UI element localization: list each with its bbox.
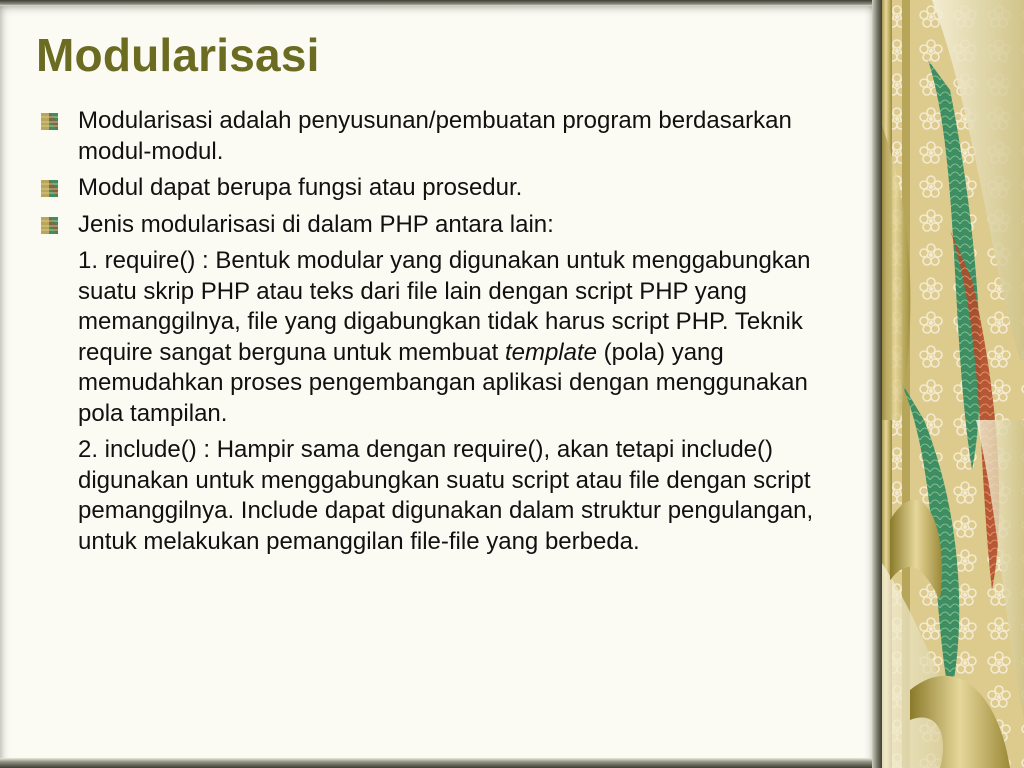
bullet-text: Modul dapat berupa fungsi atau prosedur. [78,174,523,201]
panel-bottom-shadow [0,758,880,768]
bullet-text: Jenis modularisasi di dalam PHP antara lain: [78,210,554,238]
floral-leaf-pattern-icon [880,0,1024,768]
pattern-square-bullet-icon [41,113,58,130]
decorative-floral-panel [880,0,1024,768]
sub-item-text: (pola) yang memudahkan proses pengembangan aplikasi dengan menggunakan pola tampilan. [78,338,808,427]
italic-term: template [504,338,597,366]
bullet-item [38,106,848,167]
bullet-item [38,173,848,204]
slide-title: Modularisasi [36,29,320,81]
sub-item-text: 1. require() : Bentuk modular yang digunakan untuk menggabungkan suatu skrip PHP atau teks dari file lain dengan script PHP yang memanggilnya, file yang digabungkan tidak harus script PHP. Teknik require sangat berguna untuk membuat [78,247,811,366]
sub-item-require [38,246,848,429]
sub-item-text: 2. include() : Hampir sama dengan require(), akan tetapi include() digunakan untuk menggabungkan suatu script atau file dengan script pemanggilnya. Include dapat digunakan dalam struktur pengulangan, untuk melakukan pemanggilan file-file yang berbeda. [78,436,814,555]
pattern-square-bullet-icon [41,217,58,234]
pattern-square-bullet-icon [41,180,58,197]
panel-top-shadow [0,0,880,6]
bullet-text: Modularisasi adalah penyusunan/pembuatan program berdasarkan modul-modul. [78,107,792,165]
slide-body [38,106,848,563]
panel-right-edge [872,0,882,768]
sub-item-include [38,435,848,557]
bullet-item [38,210,848,241]
